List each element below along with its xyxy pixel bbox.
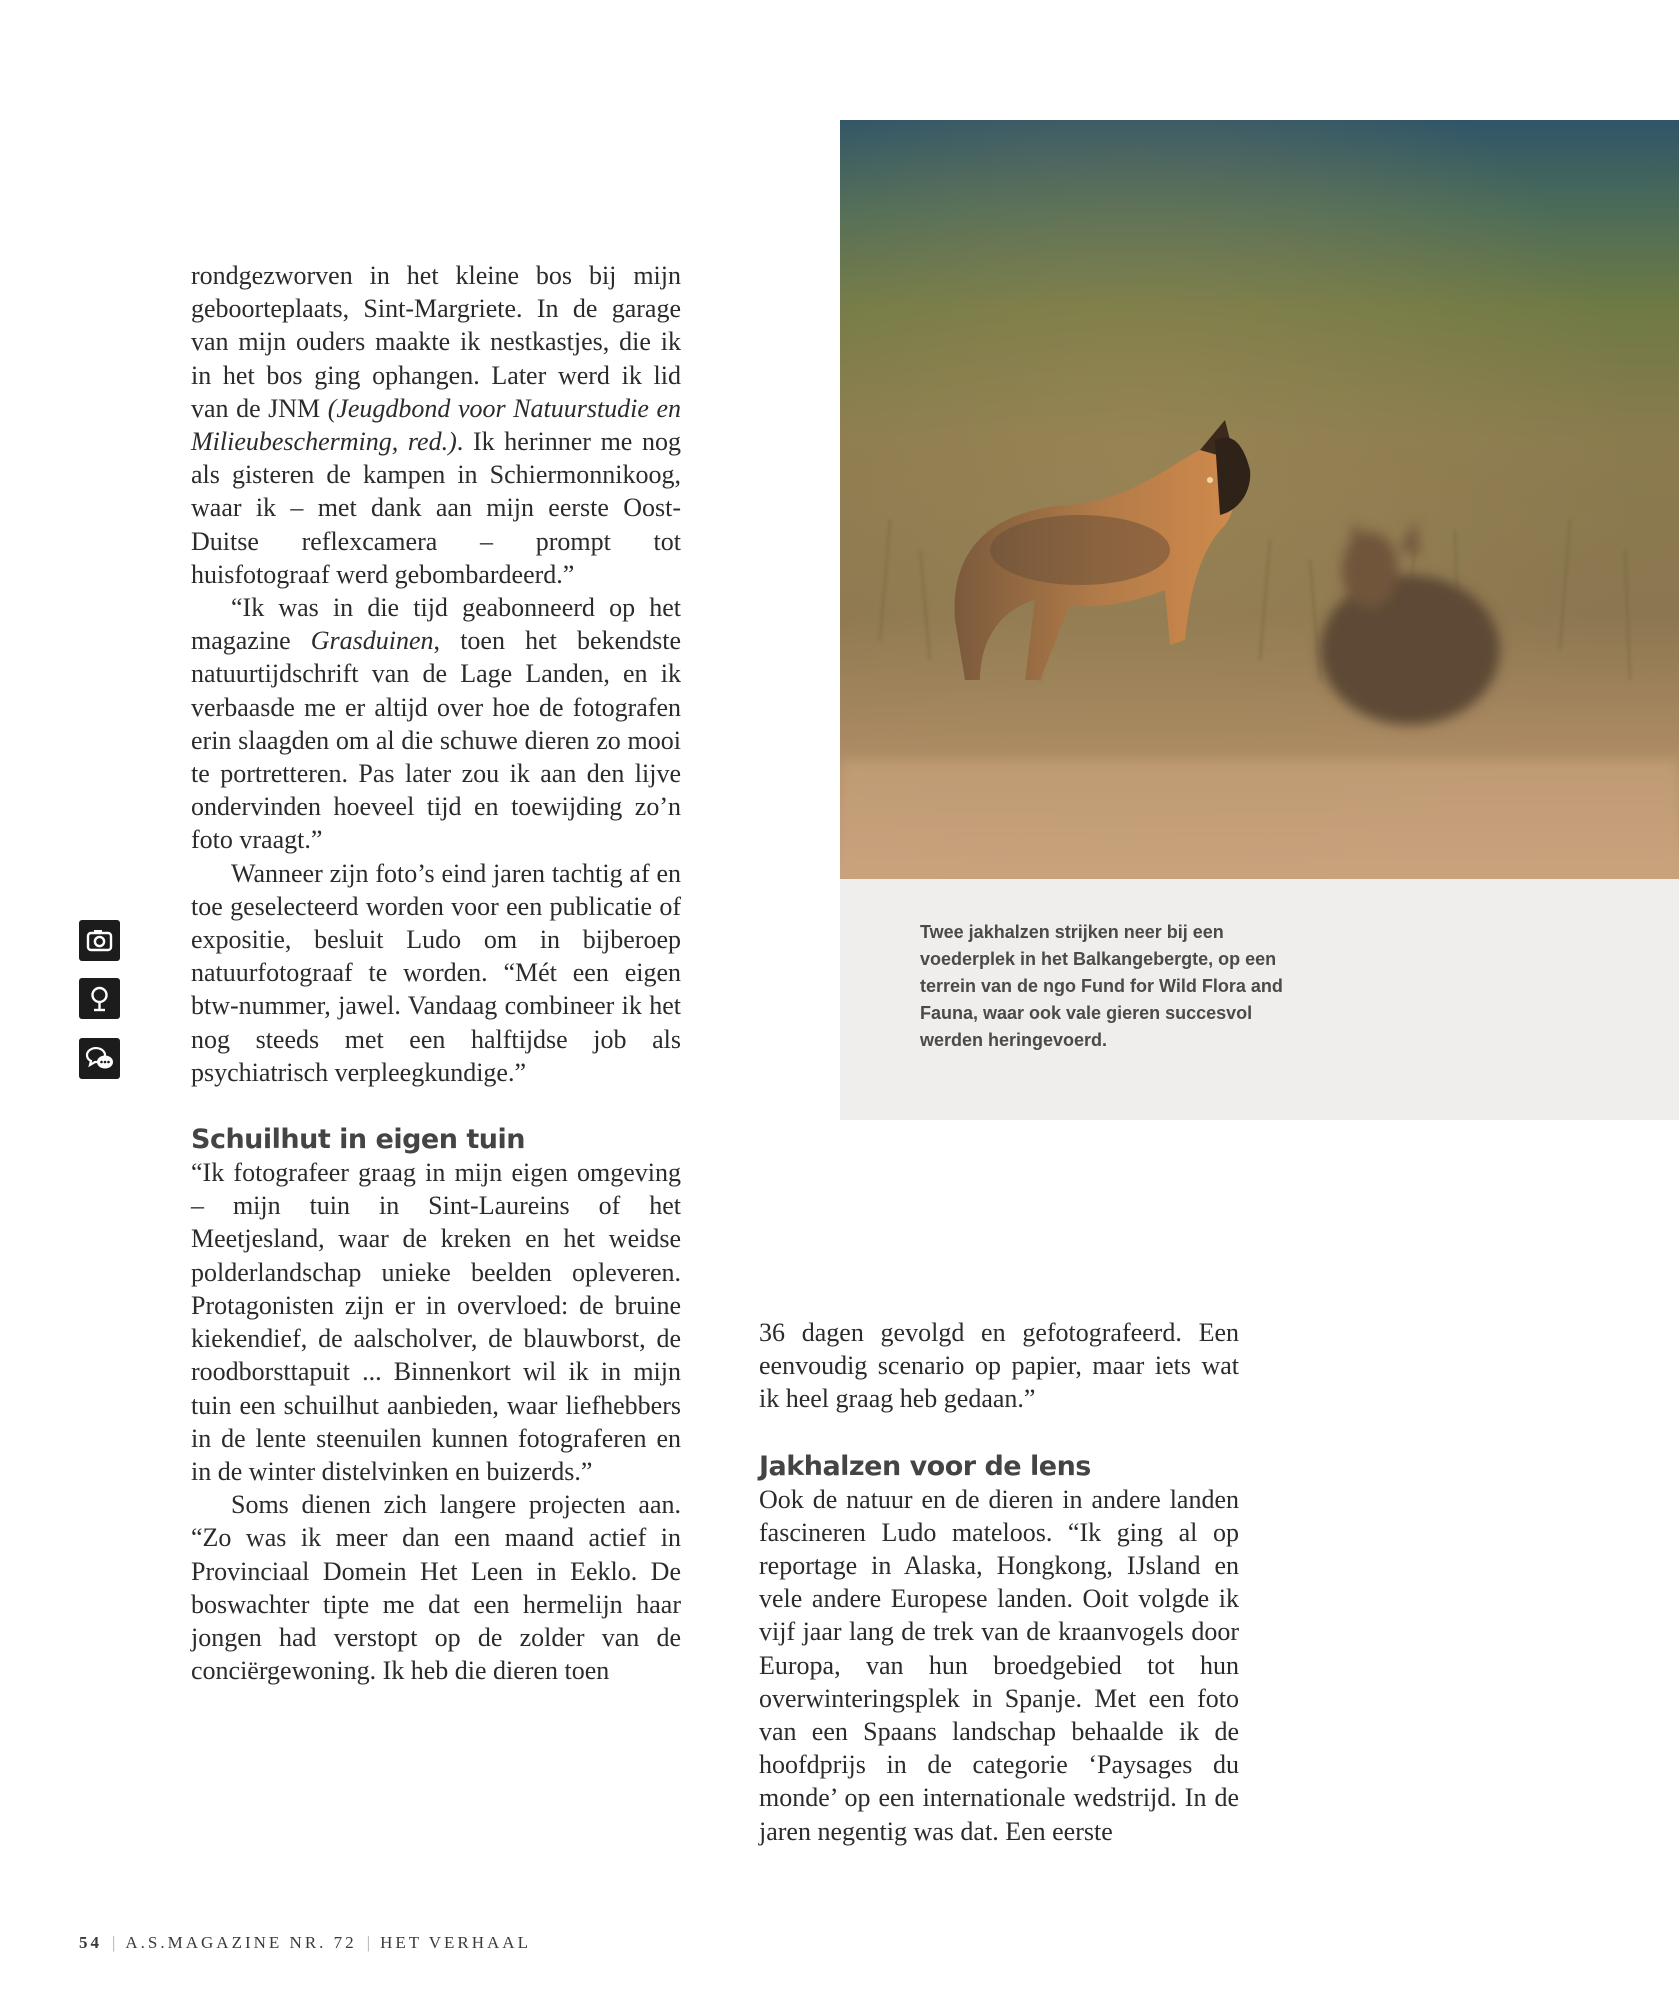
paragraph: Soms dienen zich langere projecten aan. “Zo was ik meer dan een maand actief in Provinciaal Domein Het Leen in Eeklo. De boswachter tipte me dat een hermelijn haar jongen had verstopt op de zolder van de conciërgewoning. Ik heb die dieren toen (191, 1490, 681, 1686)
jackals-photo (840, 120, 1679, 879)
location-pin-icon (79, 978, 120, 1019)
paragraph: “Ik fotografeer graag in mijn eigen omgeving – mijn tuin in Sint-Laureins of het Meetjesland, waar de kreken en het weidse polderlandschap unieke beelden opleveren. Protagonisten zijn er in overvloed: de bruine kiekendief, de aalscholver, de blauwborst, de roodborsttapuit ... Binnenkort wil ik in mijn tuin een schuilhut aanbieden, waar liefhebbers in de lente steenuilen kunnen fotograferen en in de winter distelvinken en buizerds.” (191, 1158, 681, 1486)
chat-bubbles-icon (79, 1038, 120, 1079)
paragraph: Ook de natuur en de dieren in andere landen fascineren Ludo mateloos. “Ik ging al op reportage in Alaska, Hongkong, IJsland en vele andere Europese landen. Ooit volgde ik vijf jaar lang de trek van de kraanvogels door Europa, van hun broedgebied tot hun overwinteringsplek in Spanje. Met een foto van een Spaans landschap behaalde ik de hoofdprijs in de categorie ‘Paysages du monde’ op een internationale wedstrijd. In de jaren negentig was dat. Een eerste (759, 1484, 1239, 1846)
section-heading: Jakhalzen voor de lens (759, 1450, 1091, 1482)
magazine-title: Grasduinen (310, 626, 434, 656)
page-number: 54 (79, 1933, 102, 1952)
magazine-name: A.S.MAGAZINE NR. 72 (125, 1933, 357, 1952)
camera-icon (79, 920, 120, 961)
page-footer (79, 1933, 531, 1953)
right-text-column (759, 1316, 1239, 1848)
photo-caption-box (840, 879, 1679, 1120)
section-heading: Schuilhut in eigen tuin (191, 1124, 525, 1156)
paragraph: rondgezworven in het kleine bos bij mijn geboorteplaats, Sint-Margriete. In de garage van mijn ouders maakte ik nestkastjes, die ik in het bos ging ophangen. Later werd ik lid van de JNM (Jeugdbond voor Natuurstudie en Milieubescherming, red.). Ik herinner me nog als gisteren de kampen in Schiermonnikoog, waar ik – met dank aan mijn eerste Oost-Duitse reflexcamera – prompt tot huisfotograaf werd gebombardeerd.” (191, 261, 682, 589)
paragraph: 36 dagen gevolgd en gefotografeerd. Een eenvoudig scenario op papier, maar iets wat ik heel graag heb gedaan.” (759, 1318, 1239, 1414)
italic-note: (Jeugdbond voor Natuurstudie en Milieubescherming, red.) (191, 393, 681, 457)
paragraph: Wanneer zijn foto’s eind jaren tachtig af en toe geselecteerd worden voor een publicatie of expositie, besluit Ludo om in bijberoep natuurfotograaf te worden. “Mét een eigen btw-nummer, jawel. Vandaag combineer ik het nog steeds met een halftijdse job als psychiatrisch verpleegkundige.” (191, 858, 681, 1087)
left-text-column (191, 259, 681, 1687)
footer-divider: | (366, 1933, 371, 1952)
section-name: HET VERHAAL (380, 1933, 531, 1952)
photo-caption: Twee jakhalzen strijken neer bij een voederplek in het Balkangebergte, op een terrein van de ngo Fund for Wild Flora and Fauna, waar ook vale gieren succesvol werden heringevoerd. (920, 922, 1283, 1050)
footer-divider: | (112, 1933, 116, 1952)
paragraph: “Ik was in die tijd geabonneerd op het magazine Grasduinen, toen het bekendste natuurtijdschrift van de Lage Landen, en ik verbaasde me er altijd over hoe de fotografen erin slaagden om al die schuwe dieren zo mooi te portretteren. Pas later zou ik aan den lijve ondervinden hoeveel tijd en toewijding zo’n foto vraagt.” (191, 593, 681, 855)
